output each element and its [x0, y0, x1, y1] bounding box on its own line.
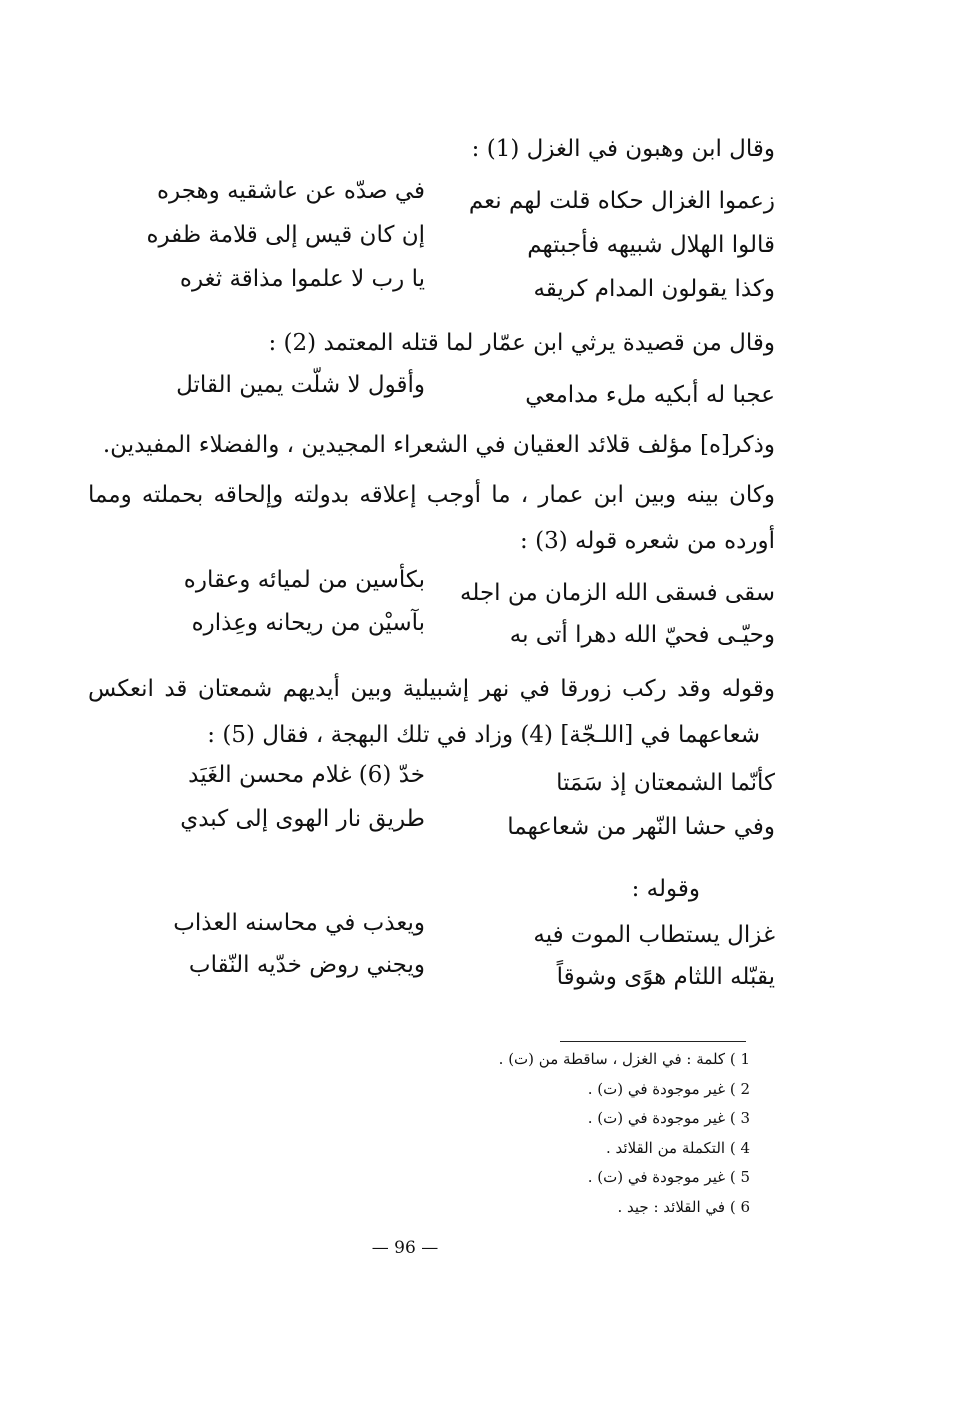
- poem1-verse3-left: يا رب لا علموا مذاقة ثغره: [179, 266, 425, 292]
- poem2-verse1-left: وأقول لا شلّت يمين القاتل: [176, 372, 425, 398]
- poem1-verse2-left: إن كان قيس إلى قلامة ظفره: [146, 222, 425, 248]
- footnote-4: 4 ) التكملة من القلائد .: [605, 1139, 750, 1157]
- poem1-verse1-left: في صدّه عن عاشقيه وهجره: [156, 178, 425, 204]
- footnote-3: 3 ) غير موجودة في (ت) .: [587, 1109, 750, 1127]
- poem5-verse2-right: يقبّله اللثام هوًى وشوقاً: [556, 964, 775, 990]
- poem4-verse2-left: طريق نار الهوى إلى كبدي: [180, 806, 425, 832]
- poem5-verse1-right: غزال يستطاب الموت فيه: [533, 922, 775, 948]
- paragraph1-line1: وذكر[ه] مؤلف قلائد العقيان في الشعراء المجيدين ، والفضلاء المفيدين.: [102, 432, 775, 458]
- poem2-verse1-right: عجبا له أبكيه ملء مدامعي: [525, 382, 775, 408]
- footnote-1: 1 ) كلمة : في الغزل ، ساقطة من (ت) .: [498, 1050, 750, 1068]
- footnote-5: 5 ) غير موجودة في (ت) .: [587, 1168, 750, 1186]
- poem5-verse2-left: ويجني روض خدّيه النّقاب: [188, 952, 425, 978]
- paragraph2-line2: شعاعهما في [اللـجّة] (4) وزاد في تلك البهجة ، فقال (5) :: [207, 722, 760, 748]
- poem3-verse2-left: بآسيْن من ريحانه وعِذاره: [191, 610, 425, 636]
- intro-line-1: وقال ابن وهبون في الغزل (1) :: [471, 136, 775, 162]
- footnote-6: 6 ) في القلائد : جيد .: [617, 1198, 750, 1216]
- paragraph1-line3: أورده من شعره قوله (3) :: [520, 528, 775, 554]
- poem1-verse3-right: وكذا يقولون المدام كريقه: [533, 276, 775, 302]
- poem3-verse2-right: وحيّـى فحيّ الله دهرا أتى به: [509, 622, 775, 648]
- paragraph1-line2: وكان بينه وبين ابن عمار ، ما أوجب إعلاقه بدولته وإلحاقه بحملته ومما: [88, 482, 775, 508]
- poem1-verse1-right: زعموا الغزال حكاه قلت لهم نعم: [468, 188, 775, 214]
- footnote-2: 2 ) غير موجودة في (ت) .: [587, 1080, 750, 1098]
- poem1-verse2-right: قالوا الهلال شبيهه فأجبتهم: [527, 232, 775, 258]
- poem4-verse2-right: وفي حشا النّهر من شعاعهما: [507, 814, 775, 840]
- paragraph2-line1: وقوله وقد ركب زورقا في نهر إشبيلية وبين أيديهم شمعتان قد انعكس: [88, 676, 775, 702]
- poem3-verse1-left: بكأسين من لميائه وعقاره: [183, 567, 425, 593]
- intro-line-2: وقال من قصيدة يرثي ابن عمّار لما قتله المعتمد (2) :: [268, 330, 775, 356]
- poem4-verse1-right: كأنّما الشمعتان إذ سَمَتا: [556, 770, 775, 796]
- poem5-verse1-left: ويعذب في محاسنه العذاب: [173, 910, 425, 936]
- poem4-verse1-left: خدّ (6) غلام محسن الغَيَد: [188, 762, 425, 788]
- poem3-verse1-right: سقى فسقى الله الزمان من اجله: [460, 580, 775, 606]
- page-number: — 96 —: [371, 1238, 439, 1258]
- intro-line-5: وقوله :: [631, 876, 700, 902]
- footnote-divider: [560, 1041, 746, 1042]
